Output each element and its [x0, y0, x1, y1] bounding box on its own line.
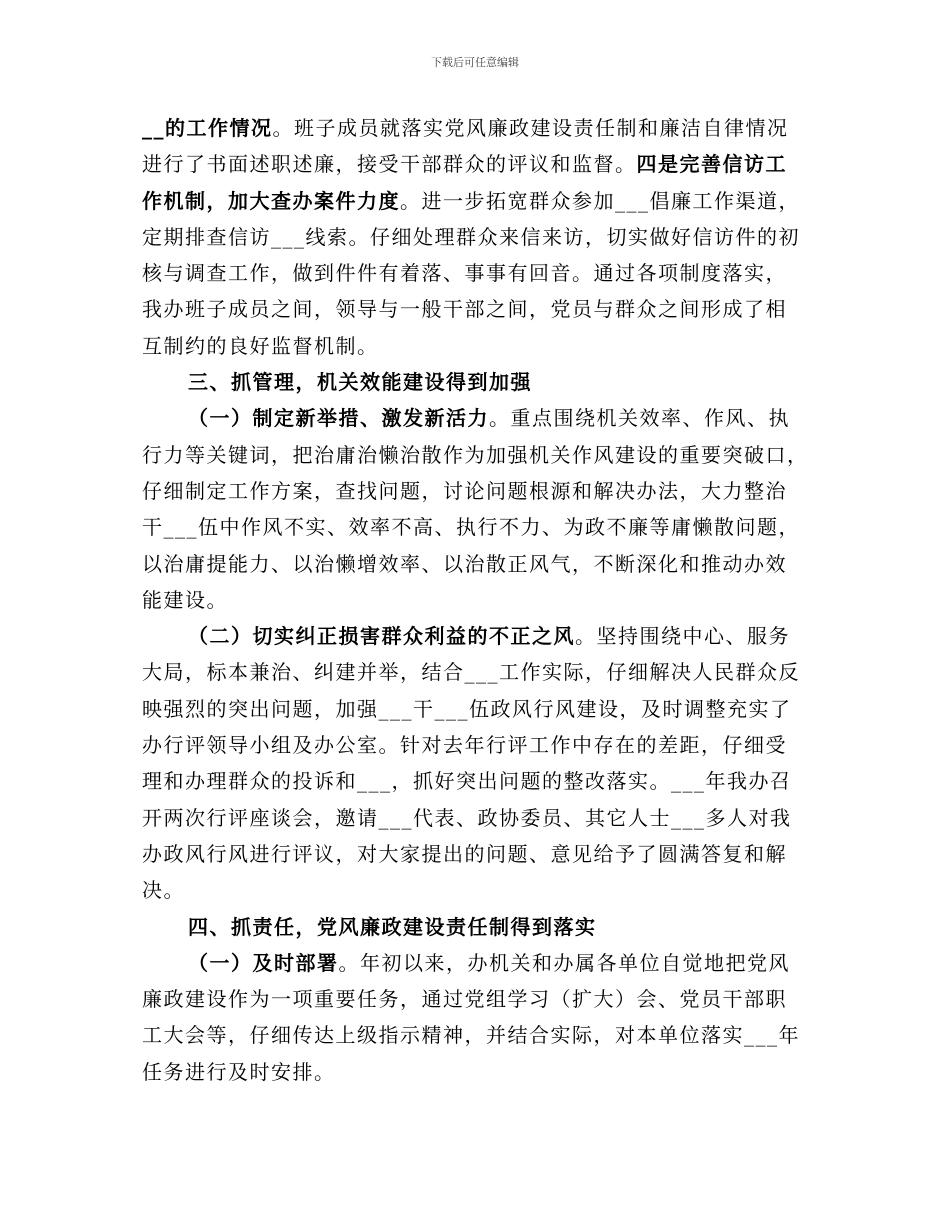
text-line — [142, 255, 822, 291]
text-run: 定期排查信访___线索。仔细处理群众来信来访，切实做好信访件的初 — [142, 224, 800, 249]
section-heading — [142, 909, 822, 945]
text-line — [142, 437, 822, 473]
bold-text-run: （一）制定新举措、激发新活力 — [188, 406, 489, 431]
text-line — [142, 1017, 822, 1053]
text-line — [142, 654, 822, 690]
section-heading — [142, 364, 822, 400]
text-run: 行力等关键词，把治庸治懒治散作为加强机关作风建设的重要突破口， — [142, 442, 809, 467]
bold-text-run: 四、抓责任，党风廉政建设责任制得到落实 — [188, 914, 597, 939]
text-line — [142, 691, 822, 727]
text-line — [142, 146, 822, 182]
bold-text-run: 三、抓管理，机关效能建设得到加强 — [188, 370, 532, 395]
text-line — [142, 219, 822, 255]
text-run: 。坚持围绕中心、服务 — [575, 624, 790, 649]
document-body — [142, 110, 822, 1090]
text-run: 以治庸提能力、以治懒增效率、以治散正风气，不断深化和推动办效 — [142, 551, 787, 576]
text-line — [142, 473, 822, 509]
text-run: 我办班子成员之间，领导与一般干部之间，党员与群众之间形成了相 — [142, 297, 787, 322]
text-run: 任务进行及时安排。 — [142, 1059, 336, 1084]
text-line — [142, 328, 822, 364]
text-line — [142, 1054, 822, 1090]
text-run: 决。 — [142, 878, 185, 903]
text-line — [142, 546, 822, 582]
bold-text-run: __的工作情况 — [142, 116, 273, 140]
text-line — [142, 800, 822, 836]
text-run: 。年初以来，办机关和办属各单位自觉地把党风 — [338, 950, 790, 975]
bold-text-run: 作机制，加大查办案件力度 — [142, 188, 400, 213]
text-run: 廉政建设作为一项重要任务，通过党组学习（扩大）会、党员干部职 — [142, 987, 787, 1012]
bold-text-run: （二）切实纠正损害群众利益的不正之风 — [188, 624, 575, 649]
text-run: 互制约的良好监督机制。 — [142, 333, 379, 358]
text-line — [142, 183, 822, 219]
text-run: 大局，标本兼治、纠建并举，结合___工作实际，仔细解决人民群众反 — [142, 660, 800, 685]
bold-text-run: 四是完善信访工 — [636, 152, 787, 177]
text-line — [142, 836, 822, 872]
text-run: 。重点围绕机关效率、作风、执 — [489, 406, 790, 431]
text-run: 办行评领导小组及办公室。针对去年行评工作中存在的差距，仔细受 — [142, 733, 787, 758]
text-run: 。班子成员就落实党风廉政建设责任制和廉洁自律情况 — [272, 116, 789, 140]
text-line — [142, 872, 822, 908]
text-line — [142, 582, 822, 618]
text-line — [142, 727, 822, 763]
text-run: 仔细制定工作方案，查找问题，讨论问题根源和解决办法，大力整治 — [142, 478, 787, 503]
text-line — [142, 618, 822, 654]
text-run: 进行了书面述职述廉，接受干部群众的评议和监督。 — [142, 152, 637, 177]
text-run: 办政风行风进行评议，对大家提出的问题、意见给予了圆满答复和解 — [142, 841, 787, 866]
text-run: 能建设。 — [142, 587, 228, 612]
text-line — [142, 509, 822, 545]
text-run: 开两次行评座谈会，邀请___代表、政协委员、其它人士___多人对我 — [142, 805, 792, 830]
text-run: 映强烈的突出问题，加强___干___伍政风行风建设，及时调整充实了 — [142, 696, 792, 721]
bold-text-run: （一）及时部署 — [188, 950, 339, 975]
text-line — [142, 110, 822, 146]
text-line — [142, 400, 822, 436]
text-line — [142, 945, 822, 981]
text-run: 干___伍中作风不实、效率不高、执行不力、为政不廉等庸懒散问题， — [142, 515, 800, 540]
page-header: 下载后可任意编辑 — [431, 56, 519, 69]
text-run: 工大会等，仔细传达上级指示精神，并结合实际，对本单位落实___年 — [142, 1023, 800, 1048]
text-run: 理和办理群众的投诉和___，抓好突出问题的整改落实。___年我办召 — [142, 769, 792, 794]
text-line — [142, 291, 822, 327]
text-run: 。进一步拓宽群众参加___倡廉工作渠道， — [400, 188, 800, 213]
text-line — [142, 981, 822, 1017]
text-line — [142, 763, 822, 799]
text-run: 核与调查工作，做到件件有着落、事事有回音。通过各项制度落实， — [142, 261, 787, 286]
